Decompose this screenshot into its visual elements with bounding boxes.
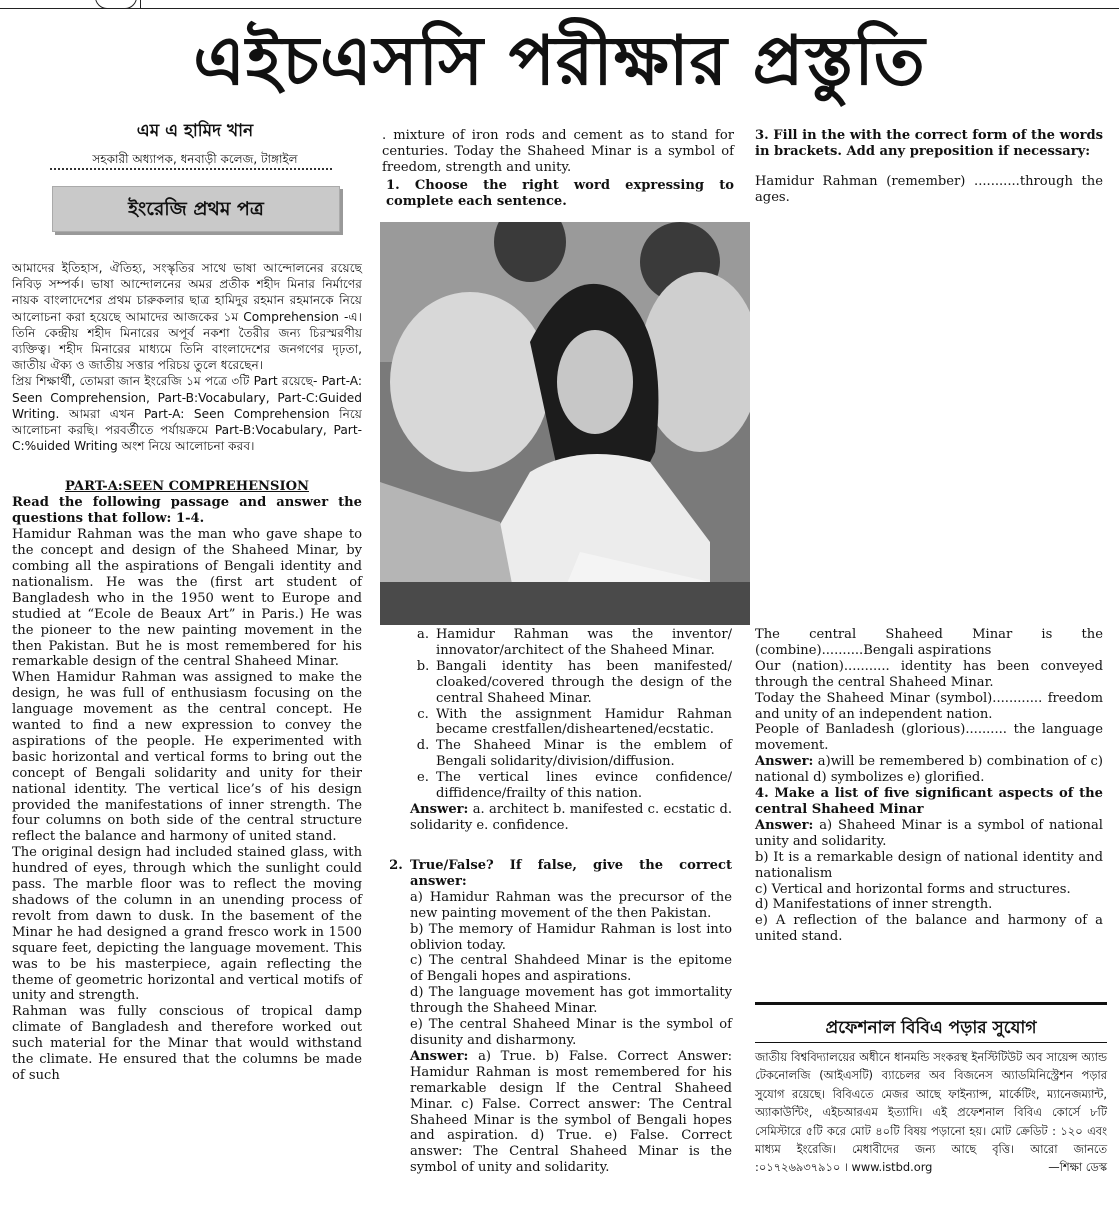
passage-continuation: . mixture of iron rods and cement as to stand for centuries. Today the Shaheed Minar is a symbol of freedom, strength and unity.: [382, 128, 734, 175]
ad-title: প্রফেশনাল বিবিএ পড়ার সুযোগ: [825, 1018, 1037, 1038]
column-1: [12, 260, 362, 1084]
list-item: c) Vertical and horizontal forms and structures.: [755, 881, 1071, 897]
list-item: e) The central Shaheed Minar is the symbol of disunity and disharmony.: [410, 1017, 732, 1048]
intro-paragraph: আমাদের ইতিহাস, ঐতিহ্য, সংস্কৃতির সাথে ভাষা আন্দোলনের রয়েছে নিবিড় সম্পর্ক। ভাষা আন্দোলনের অমর প্রতীক শহীদ মিনার নির্মাণের নায়ক বাংলাদেশের প্রথম চারুকলার ছাত্র হামিদুর রহমান রহমানকে নিয়ে আলোচনা করা হয়েছে আমাদের আজকের ১ম Comprehension -এ। তিনি কেন্দ্রীয় শহীদ মিনারের অপূর্ব নকশা তৈরীর জন্য চিরস্মরণীয় ব্যক্তিত্ব। শহীদ মিনারের মাধ্যমে তিনি বাংলাদেশের জনগণের দৃঢ়তা, জাতীয় ঐক্য ও জাতীয় সত্তার পরিচয় তুলে ধরেছেন।: [12, 261, 362, 373]
q2-answer: Answer: a) True. b) False. Correct Answer: Hamidur Rahman is most remembered for his remarkable design lf the Central Shaheed Minar. c) False. Correct answer: The Central Shaheed Minar is the symbol of Bengali hopes and aspiration. d) True. e) False. Correct answer: The Central Shaheed Minar is the symbol of unity and solidarity.: [410, 1048, 732, 1176]
list-item: b) The memory of Hamidur Rahman is lost into oblivion today.: [410, 921, 732, 953]
q3-title: 3. Fill in the with the correct form of the words in brackets. Add any preposition if necessary:: [755, 128, 1103, 159]
part-heading: PART-A:SEEN COMPREHENSION: [65, 479, 309, 495]
ad-divider: [755, 1042, 1107, 1043]
list-item: b. Bangali identity has been manifested/ cloaked/covered through the design of the central Shaheed Minar.: [416, 658, 732, 706]
q2-block: [382, 858, 732, 1176]
author-affiliation: সহকারী অধ্যাপক, ধনবাড়ী কলেজ, টাঙ্গাইল: [92, 152, 298, 166]
passage-paragraph: Hamidur Rahman was the man who gave shape to the concept and design of the Shaheed Minar, by combing all the aspirations of Bengali identity and nationalism. He was the (first art student of Bangladesh who in the 1950 went to Europe and studied at “Ecole de Beaux Art” in Paris.) He was the pioneer to the new painting movement in the then Pakistan. But he is most remembered for his remarkable design of the central Shaheed Minar.: [12, 527, 362, 670]
q2-title: 2. True/False? If false, give the correct answer:: [389, 858, 732, 889]
ad-text: জাতীয় বিশ্ববিদ্যালয়ের অধীনে ধানমন্ডি সংকরস্থ ইনস্টিটিউট অব সায়েন্স অ্যান্ড টেকনোলজি (আইএসটি) ব্যাচেলর অব বিজনেস অ্যাডমিনিস্ট্রেশন পড়ার সুযোগ রয়েছে। বিবিএতে মেজর আছে ফাইন্যান্স, মার্কেটিং, ম্যানেজম্যান্ট, অ্যাকাউন্টিং, এইচআরএম ইত্যাদি। এই প্রফেশনাল বিবিএ কোর্সে ৮টি সেমিস্টারে ৫টি করে মোট ৪০টি বিষয় পড়ানো হয়। মোট ক্রেডিট : ১২০ এবং মাধ্যম ইংরেজি। মেধাবীদের জন্য আছে বৃত্তি। আরো জানতে :০১৭২৬৯৩৭৯১০ । www.istbd.org: [755, 1050, 1107, 1175]
q3-answer: Answer: a)will be remembered b) combination of c) national d) symbolizes e) glorified.: [755, 754, 1103, 786]
headline: এইচএসসি পরীক্ষার প্রস্তুতি: [193, 22, 926, 101]
list-item: c. With the assignment Hamidur Rahman became crestfallen/disheartened/ecstatic.: [417, 706, 732, 738]
photo-illustration: [380, 222, 750, 625]
q3-top: [755, 128, 1103, 206]
q1-items: [410, 627, 732, 834]
q4-title: 4. Make a list of five significant aspects of the central Shaheed Minar: [755, 786, 1103, 817]
top-border: [0, 0, 1119, 9]
author-name: এম এ হামিদ খান: [136, 121, 254, 141]
passage-instruction: Read the following passage and answer the questions that follow: 1-4.: [12, 495, 362, 527]
ad-credit: —শিক্ষা ডেস্ক: [1048, 1160, 1107, 1175]
ad-body: [755, 1048, 1107, 1177]
intro-paragraph: প্রিয় শিক্ষার্থী, তোমরা জান ইংরেজি ১ম পত্রে ৩টি Part রয়েছে- Part-A: Seen Comprehension, Part-B:Vocabulary, Part-C:Guided Writing. আমরা এখন Part-A: Seen Comprehension নিয়ে আলোচনা করছি। পরবর্তীতে পর্যায়ক্রমে Part-B:Vocabulary, Part-C:%uided Writing অংশ নিয়ে আলোচনা করব।: [12, 374, 362, 454]
header-tab-left: [95, 0, 137, 9]
list-item: The central Shaheed Minar is the (combine)..........Bengali aspirations: [755, 627, 1103, 658]
list-item: a. Hamidur Rahman was the inventor/ innovator/architect of the Shaheed Minar.: [417, 627, 732, 658]
list-item: d. The Shaheed Minar is the emblem of Bengali solidarity/division/diffusion.: [416, 738, 732, 770]
dotted-divider: [50, 168, 332, 170]
passage-paragraph: Rahman was fully conscious of tropical damp climate of Bangladesh and therefore worked out such material for the Minar that would withstand the climate. He ensured that the columns be made of such: [12, 1004, 362, 1083]
passage-paragraph: The original design had included stained glass, with hundred of eyes, through which the sunlight could pass. The marble floor was to reflect the moving shadows of the column in an unending process of revolt from dawn to dusk. In the basement of the Minar he had designed a grand fresco work in 1500 square feet, depicting the language movement. This was to be his masterpiece, again reflecting the theme of geometric horizontal and vertical motifs of unity and strength.: [12, 845, 362, 1004]
list-item: c) The central Shahdeed Minar is the epitome of Bengali hopes and aspirations.: [410, 953, 732, 985]
header-tab-right: [140, 0, 441, 8]
list-item: d) Manifestations of inner strength.: [755, 897, 993, 913]
q4-answer: Answer: a) Shaheed Minar is a symbol of national unity and solidarity.: [755, 817, 1103, 849]
q1-title: 1. Choose the right word expressing to complete each sentence.: [386, 177, 734, 209]
subject-box: ইংরেজি প্রথম পত্র: [52, 186, 340, 232]
list-item: e) A reflection of the balance and harmony of a united stand.: [755, 913, 1103, 945]
list-item: People of Banladesh (glorious).......... the language movement.: [755, 722, 1103, 754]
list-item: Today the Shaheed Minar (symbol)............ freedom and unity of an independent nation.: [755, 690, 1103, 722]
list-item: Our (nation)........... identity has been conveyed through the central Shaheed Minar.: [755, 658, 1103, 690]
list-item: d) The language movement has got immortality through the Shaheed Minar.: [410, 985, 732, 1017]
column-2-top: [382, 128, 734, 210]
list-item: a) Hamidur Rahman was the precursor of the new painting movement of the then Pakistan.: [410, 889, 732, 921]
list-item: b) It is a remarkable design of national identity and nationalism: [755, 849, 1103, 881]
ad-top-rule: [755, 1002, 1107, 1005]
list-item: Hamidur Rahman (remember) ...........through the ages.: [755, 173, 1103, 205]
students-exam-photo: [380, 222, 750, 625]
passage-paragraph: When Hamidur Rahman was assigned to make the design, he was full of enthusiasm focusing on the language movement as the central concept. He wanted to find a new expression to convey the aspirations of the people. He experimented with basic horizontal and vertical forms to bring out the concept of Bengali solidarity and unity for their national identity. The vertical lice’s of his design provided the manifestations of inner strength. The four columns on both side of the central structure reflect the balance and harmony of united stand.: [12, 670, 362, 845]
list-item: e. The vertical lines evince confidence/ diffidence/frailty of this nation.: [417, 770, 732, 802]
q3-q4-block: [755, 627, 1103, 945]
q1-answer: Answer: a. architect b. manifested c. ecstatic d. solidarity e. confidence.: [410, 801, 732, 833]
